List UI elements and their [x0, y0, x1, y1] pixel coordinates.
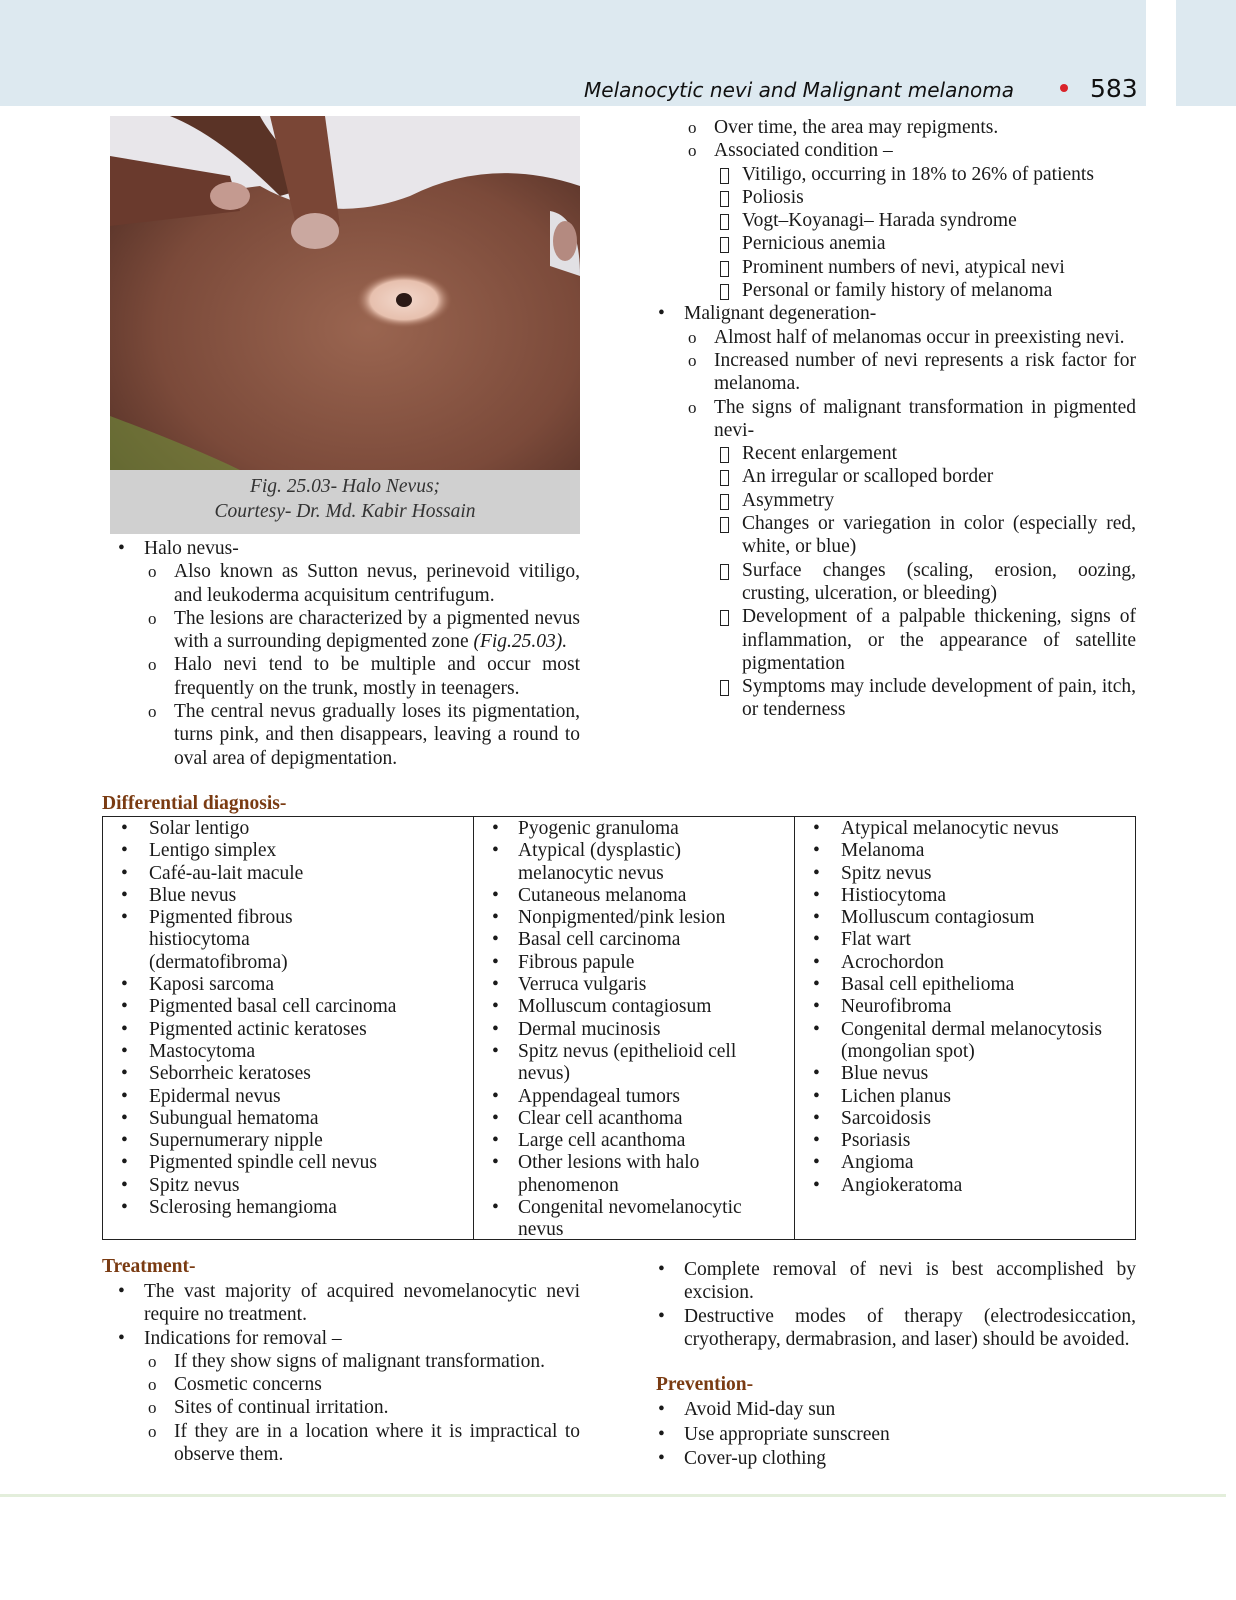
- malignant-degeneration-heading: • Malignant degeneration-: [650, 302, 1136, 325]
- dd-item: • Dermal mucinosis: [474, 1019, 794, 1041]
- list-item: Asymmetry: [650, 489, 1136, 512]
- list-item: o If they show signs of malignant transformation.: [110, 1350, 580, 1373]
- dd-item: • Pyogenic granuloma: [474, 818, 794, 840]
- list-item: Prominent numbers of nevi, atypical nevi: [650, 256, 1136, 279]
- list-item: Personal or family history of melanoma: [650, 279, 1136, 302]
- dd-item: • Clear cell acanthoma: [474, 1108, 794, 1130]
- dd-column-3: [794, 817, 1135, 1239]
- figure-caption: [110, 474, 580, 524]
- list-item: o Sites of continual irritation.: [110, 1396, 580, 1419]
- dd-item: • Spitz nevus: [103, 1175, 473, 1197]
- dd-item: • Café-au-lait macule: [103, 863, 473, 885]
- list-item: [110, 607, 580, 654]
- list-item: o Almost half of melanomas occur in preexisting nevi.: [650, 326, 1136, 349]
- prevention-section: [650, 1398, 1136, 1472]
- dd-item: • Kaposi sarcoma: [103, 974, 473, 996]
- dd-item: • Pigmented basal cell carcinoma: [103, 996, 473, 1018]
- list-item: o Also known as Sutton nevus, perinevoid vitiligo, and leukoderma acquisitum centrifugum.: [110, 560, 580, 607]
- dd-item: • Psoriasis: [795, 1130, 1135, 1152]
- dd-item: • Large cell acanthoma: [474, 1130, 794, 1152]
- dd-item: • Subungual hematoma: [103, 1108, 473, 1130]
- dd-item: • Pigmented actinic keratoses: [103, 1019, 473, 1041]
- dd-item: • Angioma: [795, 1152, 1135, 1174]
- list-item: Poliosis: [650, 186, 1136, 209]
- dd-item: • Spitz nevus: [795, 863, 1135, 885]
- footer-rule: [0, 1494, 1226, 1497]
- treatment-section: [110, 1280, 580, 1466]
- list-item: Development of a palpable thickening, signs of inflammation, or the appearance of satellite pigmentation: [650, 605, 1136, 675]
- halo-nevus-heading: • Halo nevus-: [110, 537, 580, 560]
- dd-item: • Atypical melanocytic nevus: [795, 818, 1135, 840]
- dd-item: • Basal cell epithelioma: [795, 974, 1135, 996]
- dd-item: • Congenital nevomelanocytic nevus: [474, 1197, 758, 1242]
- caption-line-2: Courtesy- Dr. Md. Kabir Hossain: [214, 501, 476, 522]
- differential-diagnosis-heading: Differential diagnosis-: [102, 793, 287, 814]
- figure-reference: (Fig.25.03).: [473, 631, 568, 653]
- running-title: Melanocytic nevi and Malignant melanoma: [584, 78, 1014, 102]
- dd-item: • Blue nevus: [103, 885, 473, 907]
- dd-item: • Atypical (dysplastic) melanocytic nevus: [474, 840, 698, 885]
- prevention-heading: Prevention-: [656, 1374, 754, 1395]
- caption-line-1: Fig. 25.03- Halo Nevus;: [249, 476, 441, 497]
- dd-item: • Molluscum contagiosum: [474, 996, 794, 1018]
- dd-item: • Other lesions with halo phenomenon: [474, 1152, 718, 1197]
- figure-halo-nevus: [110, 116, 580, 534]
- list-item: Surface changes (scaling, erosion, oozing, crusting, ulceration, or bleeding): [650, 559, 1136, 606]
- list-item: • Avoid Mid-day sun: [650, 1398, 1136, 1423]
- dd-item: • Fibrous papule: [474, 952, 794, 974]
- dd-item: • Melanoma: [795, 840, 1135, 862]
- dd-item: • Supernumerary nipple: [103, 1130, 473, 1152]
- dd-item: • Pigmented fibrous histiocytoma (dermatofibroma): [103, 907, 389, 974]
- list-item: • Indications for removal –: [110, 1327, 580, 1350]
- header-tab: [1176, 0, 1236, 106]
- differential-diagnosis-table: [102, 816, 1136, 1240]
- dd-item: • Spitz nevus (epithelioid cell nevus): [474, 1041, 750, 1086]
- list-item: o Halo nevi tend to be multiple and occur most frequently on the trunk, mostly in teenagers.: [110, 653, 580, 700]
- list-item: • Destructive modes of therapy (electrodesiccation, cryotherapy, dermabrasion, and laser) should be avoided.: [650, 1305, 1136, 1352]
- header-bullet-dot: [1060, 84, 1068, 92]
- dd-column-1: [103, 817, 473, 1239]
- associated-condition-heading: o Associated condition –: [650, 139, 1136, 162]
- dd-item: • Epidermal nevus: [103, 1086, 473, 1108]
- list-item: o Increased number of nevi represents a risk factor for melanoma.: [650, 349, 1136, 396]
- list-item: • Cover-up clothing: [650, 1447, 1136, 1472]
- dd-item: • Mastocytoma: [103, 1041, 473, 1063]
- halo-nevus-section: [110, 537, 580, 770]
- list-item: An irregular or scalloped border: [650, 465, 1136, 488]
- dd-item: • Blue nevus: [795, 1063, 1135, 1085]
- dd-item: • Nonpigmented/pink lesion: [474, 907, 794, 929]
- dd-item: • Molluscum contagiosum: [795, 907, 1135, 929]
- list-item-text: The lesions are characterized by a pigmented nevus with a surrounding depigmented zone: [174, 607, 580, 653]
- dd-item: • Sarcoidosis: [795, 1108, 1135, 1130]
- list-item: o The signs of malignant transformation in pigmented nevi-: [650, 396, 1136, 443]
- dd-item: • Cutaneous melanoma: [474, 885, 794, 907]
- dd-item: • Verruca vulgaris: [474, 974, 794, 996]
- list-item: • Use appropriate sunscreen: [650, 1423, 1136, 1448]
- treatment-heading: Treatment-: [102, 1256, 196, 1277]
- dd-item: • Appendageal tumors: [474, 1086, 794, 1108]
- dd-item: • Sclerosing hemangioma: [103, 1197, 473, 1219]
- list-item: o Over time, the area may repigments.: [650, 116, 1136, 139]
- list-item: o The central nevus gradually loses its pigmentation, turns pink, and then disappears, leaving a round to oval area of depigmentation.: [110, 700, 580, 770]
- list-item: • The vast majority of acquired nevomelanocytic nevi require no treatment.: [110, 1280, 580, 1327]
- right-column-section: [650, 116, 1136, 722]
- dd-item: • Lentigo simplex: [103, 840, 473, 862]
- dd-item: • Lichen planus: [795, 1086, 1135, 1108]
- list-item: o If they are in a location where it is impractical to observe them.: [110, 1420, 580, 1467]
- list-item: • Complete removal of nevi is best accomplished by excision.: [650, 1258, 1136, 1305]
- treatment-right-section: [650, 1258, 1136, 1351]
- list-item: Vitiligo, occurring in 18% to 26% of patients: [650, 163, 1136, 186]
- list-item: Changes or variegation in color (especially red, white, or blue): [650, 512, 1136, 559]
- list-item: o Cosmetic concerns: [110, 1373, 580, 1396]
- dd-item: • Neurofibroma: [795, 996, 1135, 1018]
- dd-item: • Basal cell carcinoma: [474, 929, 794, 951]
- page-number: 583: [1090, 74, 1138, 103]
- dd-item: • Histiocytoma: [795, 885, 1135, 907]
- list-item: Pernicious anemia: [650, 232, 1136, 255]
- dd-item: • Pigmented spindle cell nevus: [103, 1152, 473, 1174]
- dd-item: • Flat wart: [795, 929, 1135, 951]
- dd-item: • Angiokeratoma: [795, 1175, 1135, 1197]
- list-item: Symptoms may include development of pain, itch, or tenderness: [650, 675, 1136, 722]
- list-item: Vogt–Koyanagi– Harada syndrome: [650, 209, 1136, 232]
- dd-column-2: [473, 817, 794, 1239]
- dd-item: • Solar lentigo: [103, 818, 473, 840]
- halo-nevus-photo: [110, 116, 580, 470]
- list-item: Recent enlargement: [650, 442, 1136, 465]
- dd-item: • Acrochordon: [795, 952, 1135, 974]
- dd-item: • Seborrheic keratoses: [103, 1063, 473, 1085]
- dd-item: • Congenital dermal melanocytosis (mongolian spot): [795, 1019, 1141, 1064]
